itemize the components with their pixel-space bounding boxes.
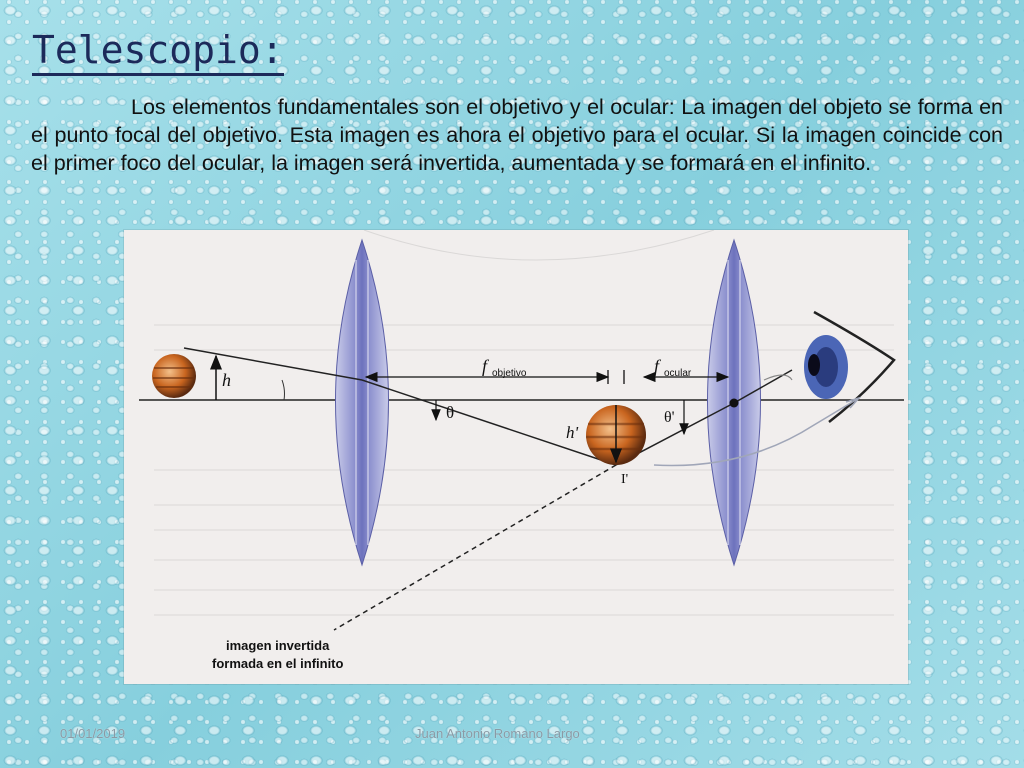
caption-line-1: imagen invertida [226,638,330,653]
h-label: h [222,370,231,390]
f-objetivo-symbol: f [482,356,488,376]
focal-point [730,399,739,408]
i-prime-label: I' [621,472,629,487]
slide-paragraph: Los elementos fundamentales son el objetivo y el ocular: La imagen del objeto se forma en el punto focal del objetivo. Esta imagen es ahora el objetivo para el ocular. Si la imagen coincide con el primer foco del ocular, la imagen será invertida, aumentada y se formará en el infinito. [31,95,1003,175]
footer-date: 01/01/2019 [60,726,126,741]
caption-line-2: formada en el infinito [212,656,344,671]
background-print-through [154,230,894,615]
object-planet [152,354,196,398]
telescope-diagram-svg [124,230,908,684]
angle-arc [282,380,284,400]
theta-prime-label: θ' [664,409,675,426]
eye-icon [804,312,894,422]
telescope-diagram [124,230,908,684]
incoming-ray [184,348,362,380]
objective-lens [336,240,389,565]
slide-title: Telescopio: [32,28,284,76]
f-objetivo-subscript: objetivo [492,368,527,379]
footer-author: Juan Antonio Romano Largo [415,726,580,741]
f-ocular-symbol: f [654,356,660,376]
h-prime-label: h' [566,423,579,442]
theta-label: θ [446,403,455,422]
f-ocular-subscript: ocular [664,368,692,379]
